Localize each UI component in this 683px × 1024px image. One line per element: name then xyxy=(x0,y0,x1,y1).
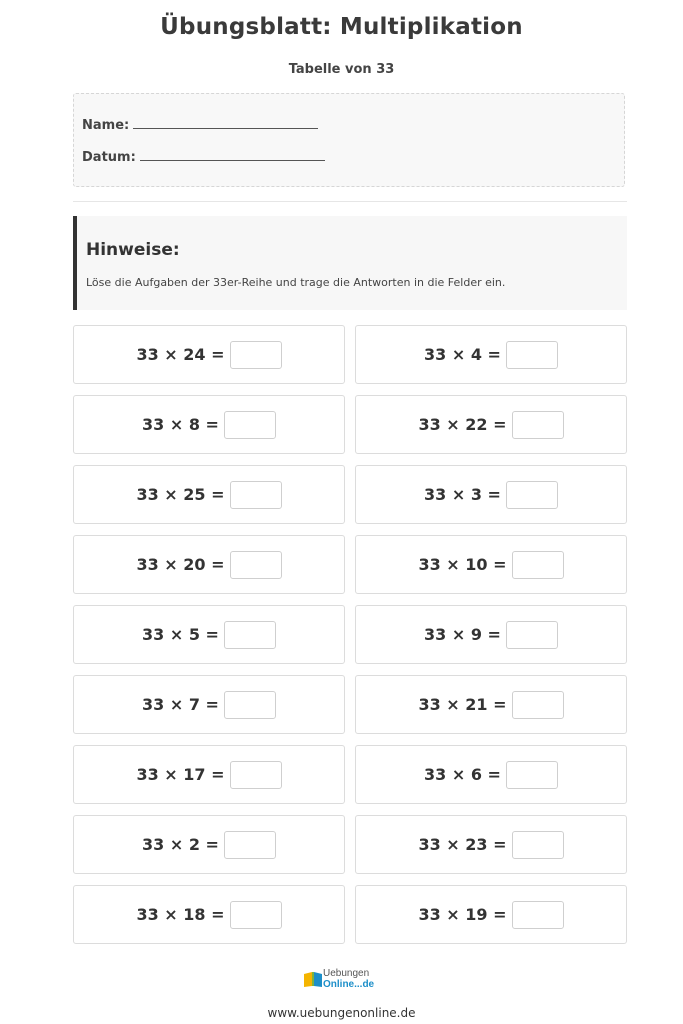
answer-input[interactable] xyxy=(506,761,558,789)
name-label: Name: xyxy=(82,118,130,133)
answer-input[interactable] xyxy=(512,551,564,579)
problem-text: 33 × 7 = xyxy=(142,695,219,714)
problem-text: 33 × 23 = xyxy=(418,835,507,854)
problem-cell xyxy=(73,465,345,524)
date-label: Datum: xyxy=(82,150,136,165)
problem-cell xyxy=(73,535,345,594)
problem-cell xyxy=(73,395,345,454)
answer-input[interactable] xyxy=(512,831,564,859)
problem-cell xyxy=(355,325,627,384)
answer-input[interactable] xyxy=(224,411,276,439)
hints-box xyxy=(73,216,627,310)
date-line[interactable] xyxy=(140,150,325,161)
problem-cell xyxy=(73,325,345,384)
answer-input[interactable] xyxy=(230,341,282,369)
page-subtitle: Tabelle von 33 xyxy=(288,62,395,77)
problem-text: 33 × 5 = xyxy=(142,625,219,644)
problem-text: 33 × 17 = xyxy=(136,765,225,784)
date-row xyxy=(82,150,325,165)
answer-input[interactable] xyxy=(506,341,558,369)
problem-cell xyxy=(355,605,627,664)
problem-grid xyxy=(73,325,627,944)
divider xyxy=(73,201,627,202)
problem-cell xyxy=(355,535,627,594)
site-logo xyxy=(303,968,383,992)
answer-input[interactable] xyxy=(230,761,282,789)
book-logo-icon xyxy=(303,970,323,988)
problem-cell xyxy=(73,885,345,944)
problem-text: 33 × 19 = xyxy=(418,905,507,924)
problem-text: 33 × 2 = xyxy=(142,835,219,854)
problem-text: 33 × 22 = xyxy=(418,415,507,434)
problem-cell xyxy=(355,745,627,804)
problem-cell xyxy=(355,885,627,944)
problem-text: 33 × 3 = xyxy=(424,485,501,504)
answer-input[interactable] xyxy=(512,691,564,719)
problem-text: 33 × 8 = xyxy=(142,415,219,434)
logo-text-line2: Online...de xyxy=(323,979,375,990)
answer-input[interactable] xyxy=(230,481,282,509)
problem-text: 33 × 10 = xyxy=(418,555,507,574)
problem-text: 33 × 4 = xyxy=(424,345,501,364)
problem-text: 33 × 20 = xyxy=(136,555,225,574)
problem-cell xyxy=(355,395,627,454)
name-row xyxy=(82,118,318,133)
answer-input[interactable] xyxy=(230,901,282,929)
answer-input[interactable] xyxy=(224,691,276,719)
answer-input[interactable] xyxy=(512,411,564,439)
hints-text: Löse die Aufgaben der 33er-Reihe und trage die Antworten in die Felder ein. xyxy=(86,276,506,289)
problem-text: 33 × 9 = xyxy=(424,625,501,644)
answer-input[interactable] xyxy=(224,831,276,859)
page-title: Übungsblatt: Multiplikation xyxy=(160,14,523,40)
name-line[interactable] xyxy=(133,118,318,129)
problem-cell xyxy=(73,675,345,734)
problem-cell xyxy=(73,815,345,874)
problem-text: 33 × 25 = xyxy=(136,485,225,504)
problem-text: 33 × 18 = xyxy=(136,905,225,924)
problem-text: 33 × 24 = xyxy=(136,345,225,364)
footer-url[interactable]: www.uebungenonline.de xyxy=(267,1006,416,1020)
problem-cell xyxy=(73,745,345,804)
answer-input[interactable] xyxy=(512,901,564,929)
answer-input[interactable] xyxy=(224,621,276,649)
hints-title: Hinweise: xyxy=(86,240,180,260)
student-info-box xyxy=(73,93,625,187)
problem-cell xyxy=(355,465,627,524)
answer-input[interactable] xyxy=(506,621,558,649)
problem-text: 33 × 21 = xyxy=(418,695,507,714)
problem-cell xyxy=(73,605,345,664)
logo-text-line1: Uebungen xyxy=(323,968,370,979)
answer-input[interactable] xyxy=(506,481,558,509)
problem-cell xyxy=(355,675,627,734)
answer-input[interactable] xyxy=(230,551,282,579)
problem-text: 33 × 6 = xyxy=(424,765,501,784)
problem-cell xyxy=(355,815,627,874)
